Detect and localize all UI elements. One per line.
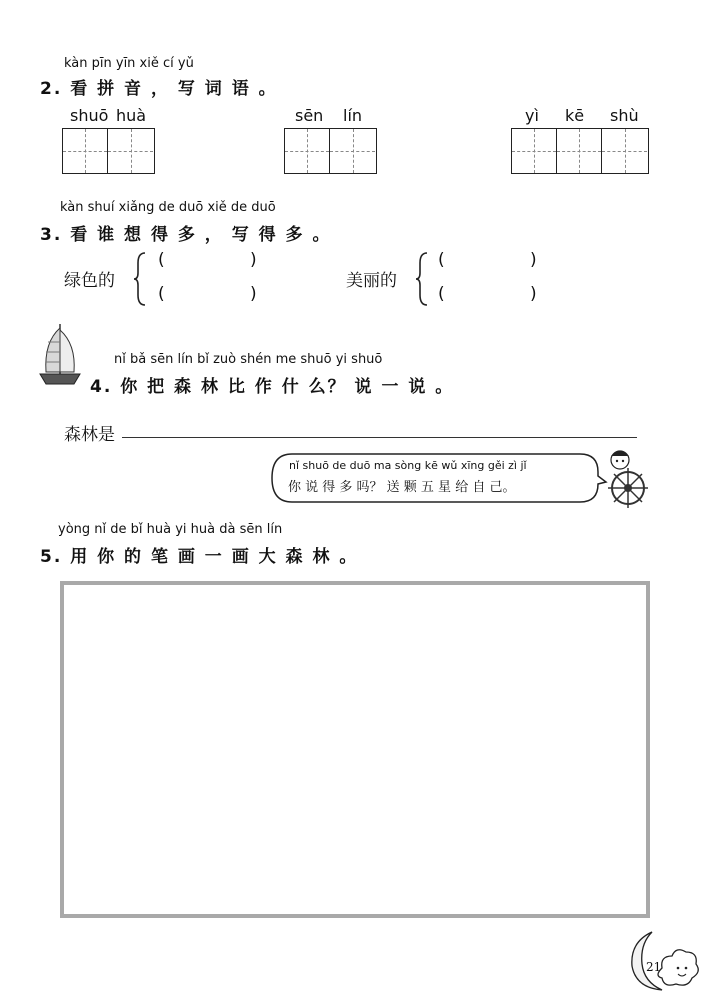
q3-right-label: 美丽的 xyxy=(346,271,397,291)
answer-blank[interactable] xyxy=(168,288,246,306)
writing-cell[interactable] xyxy=(602,129,647,173)
left-paren-open-2: ( xyxy=(158,284,165,304)
bubble-pinyin: nǐ shuō de duō ma sòng kē wǔ xīng gěi zì jǐ xyxy=(289,459,527,472)
bubble-text: 你 说 得 多 吗？ 送 颗 五 星 给 自 己。 xyxy=(288,480,516,495)
q3-left-label: 绿色的 xyxy=(64,271,115,291)
right-brace xyxy=(414,251,430,307)
moon-cloud-icon xyxy=(622,928,702,994)
sailor-wheel-icon xyxy=(598,446,656,510)
writing-cell[interactable] xyxy=(108,129,153,173)
writing-grid-3[interactable] xyxy=(511,128,649,174)
right-paren-open-2: ( xyxy=(438,284,445,304)
word3-pinyin-1: yì xyxy=(525,106,539,125)
answer-blank[interactable] xyxy=(448,288,526,306)
left-paren-close-2: ) xyxy=(250,284,257,304)
page-number: 21 xyxy=(646,960,662,974)
word2-pinyin-2: lín xyxy=(343,106,363,125)
writing-cell[interactable] xyxy=(512,129,557,173)
left-paren-open-1: ( xyxy=(158,250,165,270)
word2-pinyin-1: sēn xyxy=(295,106,324,125)
right-paren-open-1: ( xyxy=(438,250,445,270)
q3-title: 3. 看 谁 想 得 多 ， 写 得 多 。 xyxy=(40,225,332,245)
writing-cell[interactable] xyxy=(557,129,602,173)
left-brace xyxy=(132,251,148,307)
writing-cell[interactable] xyxy=(63,129,108,173)
answer-line[interactable] xyxy=(122,437,637,438)
answer-blank[interactable] xyxy=(448,254,526,272)
word3-pinyin-2: kē xyxy=(565,106,585,125)
writing-cell[interactable] xyxy=(285,129,330,173)
word3-pinyin-3: shù xyxy=(610,106,639,125)
left-paren-close-1: ) xyxy=(250,250,257,270)
sailboat-icon xyxy=(36,322,84,388)
word1-pinyin-2: huà xyxy=(116,106,147,125)
drawing-area[interactable] xyxy=(60,581,650,918)
q4-pinyin: nǐ bǎ sēn lín bǐ zuò shén me shuō yi shuō xyxy=(114,352,383,367)
q5-title: 5. 用 你 的 笔 画 一 画 大 森 林 。 xyxy=(40,547,359,567)
q4-answer-label: 森林是 xyxy=(64,425,115,445)
writing-grid-2[interactable] xyxy=(284,128,377,174)
answer-blank[interactable] xyxy=(168,254,246,272)
writing-grid-1[interactable] xyxy=(62,128,155,174)
q2-pinyin: kàn pīn yīn xiě cí yǔ xyxy=(64,56,194,71)
q5-pinyin: yòng nǐ de bǐ huà yi huà dà sēn lín xyxy=(58,522,283,537)
right-paren-close-1: ) xyxy=(530,250,537,270)
q2-title: 2. 看 拼 音 ， 写 词 语 。 xyxy=(40,79,278,99)
word1-pinyin-1: shuō xyxy=(70,106,109,125)
writing-cell[interactable] xyxy=(330,129,375,173)
right-paren-close-2: ) xyxy=(530,284,537,304)
q3-pinyin: kàn shuí xiǎng de duō xiě de duō xyxy=(60,200,276,215)
q4-title: 4. 你 把 森 林 比 作 什 么？ 说 一 说 。 xyxy=(90,377,455,397)
